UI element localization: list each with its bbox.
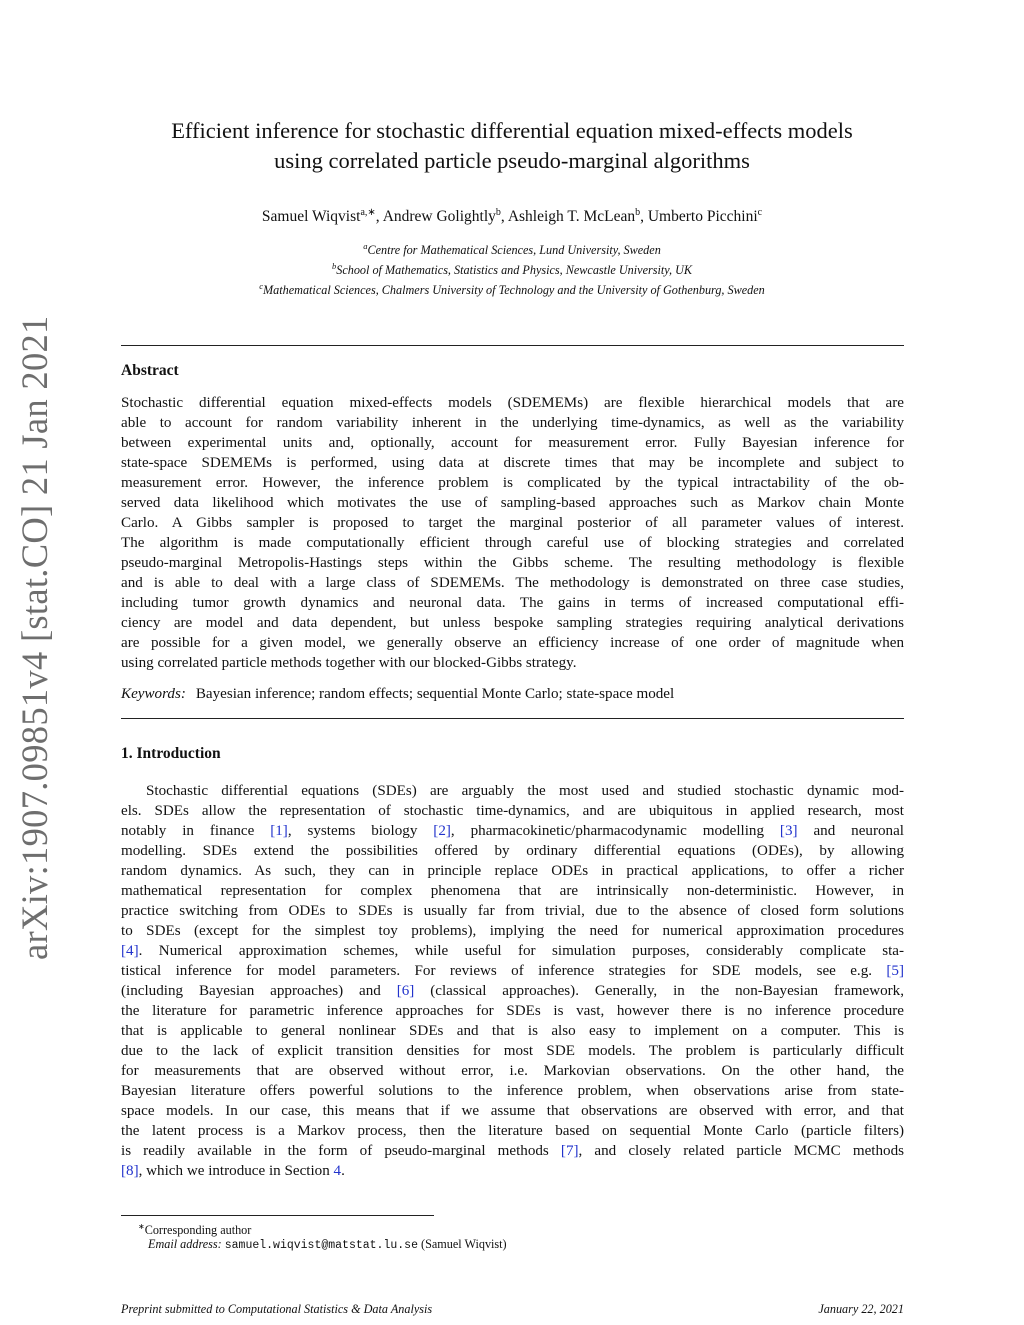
affiliation: $^c$Mathematical Sciences, Chalmers University of Technology and the University of Gothenburg, Sweden bbox=[259, 281, 765, 298]
abstract-line: pseudo-marginal Metropolis-Hastings steps within the Gibbs scheme. The resulting methodology is flexible bbox=[121, 555, 904, 571]
abstract-line: able to account for random variability inherent in the underlying time-dynamics, as well as the variability bbox=[121, 415, 904, 431]
introduction-line bbox=[121, 1141, 904, 1161]
introduction-line bbox=[121, 861, 904, 881]
abstract-line: and is able to deal with a large class of SDEMEMs. The methodology is demonstrated on three case studies, bbox=[121, 575, 904, 591]
introduction-text: , pharmacokinetic/pharmacodynamic modelling bbox=[450, 823, 780, 839]
footnote-corresponding: ∗Corresponding author bbox=[138, 1222, 252, 1238]
introduction-line bbox=[121, 1041, 904, 1061]
introduction-line bbox=[121, 841, 904, 861]
introduction-text: . Numerical approximation schemes, while useful for simulation purposes, considerably complicate sta- bbox=[138, 943, 904, 959]
author-list: Samuel Wiqvist$^{a,∗}$, Andrew Golightly$^b$, Ashleigh T. McLean$^b$, Umberto Picchini$^c$ bbox=[261, 207, 763, 226]
introduction-line bbox=[121, 1081, 904, 1101]
citation-link[interactable]: [6] bbox=[396, 983, 415, 999]
citation-link[interactable]: [3] bbox=[779, 823, 798, 839]
abstract-line: state-space SDEMEMs is performed, using data at discrete times that may be incomplete and subject to bbox=[121, 455, 904, 471]
introduction-text: the literature for parametric inference approaches for SDEs is vast, however there is no inference procedure bbox=[121, 1003, 904, 1019]
author-name: Ashleigh T. McLean bbox=[507, 208, 636, 226]
footnote-rule bbox=[121, 1215, 434, 1216]
introduction-text: and neuronal bbox=[797, 823, 904, 839]
introduction-line bbox=[121, 981, 904, 1001]
introduction-text: to SDEs (except for the simplest toy problems), implying the need for numerical approximation procedures bbox=[121, 923, 904, 939]
introduction-line bbox=[121, 1121, 904, 1141]
introduction-text: . bbox=[341, 1163, 345, 1179]
citation-link[interactable]: [5] bbox=[886, 963, 904, 979]
citation-link[interactable]: [8] bbox=[121, 1163, 139, 1179]
abstract-bottom-rule bbox=[121, 718, 904, 719]
introduction-line bbox=[121, 921, 904, 941]
citation-link[interactable]: [1] bbox=[270, 823, 288, 839]
abstract-body bbox=[121, 393, 904, 673]
introduction-text: mathematical representation for complex phenomena that are intrinsically non-deterministic. However, in bbox=[121, 883, 904, 899]
affiliation: $^a$Centre for Mathematical Sciences, Lund University, Sweden bbox=[363, 241, 661, 258]
affiliation: $^b$School of Mathematics, Statistics and Physics, Newcastle University, UK bbox=[331, 261, 692, 278]
abstract-line: Carlo. A Gibbs sampler is proposed to target the marginal posterior of all parameter values of interest. bbox=[121, 515, 904, 531]
introduction-text: , and closely related particle MCMC methods bbox=[578, 1143, 904, 1159]
abstract-line: using correlated particle methods together with our blocked-Gibbs strategy. bbox=[121, 655, 577, 671]
introduction-text: modelling. SDEs extend the possibilities offered by ordinary differential equations (ODEs), by allowing bbox=[121, 843, 904, 859]
abstract-line: including tumor growth dynamics and neuronal data. The gains in terms of increased computational effi- bbox=[121, 595, 904, 611]
introduction-text: that is applicable to general nonlinear SDEs and that is also easy to implement on a computer. This is bbox=[121, 1023, 904, 1039]
introduction-text: (classical approaches). Generally, in the non-Bayesian framework, bbox=[414, 983, 904, 999]
introduction-text: , systems biology bbox=[287, 823, 434, 839]
introduction-text: for measurements that are observed without error, i.e. Markovian observations. On the other hand, the bbox=[121, 1063, 904, 1079]
abstract-line: The algorithm is made computationally efficient through careful use of blocking strategies and correlated bbox=[121, 535, 904, 551]
abstract-line: served data likelihood which motivates the use of sampling-based approaches such as Markov chain Monte bbox=[121, 495, 904, 511]
author-affiliation-marker: a,∗ bbox=[360, 207, 376, 218]
abstract-line: ciency are model and data dependent, but unless bespoke sampling strategies requiring analytical derivations bbox=[121, 615, 904, 631]
introduction-body bbox=[121, 781, 904, 1181]
abstract-heading: Abstract bbox=[121, 362, 179, 379]
author-name: Andrew Golightly bbox=[382, 208, 496, 226]
introduction-line bbox=[121, 1101, 904, 1121]
introduction-line bbox=[121, 941, 904, 961]
introduction-text: (including Bayesian approaches) and bbox=[121, 983, 397, 999]
citation-link[interactable]: [2] bbox=[433, 823, 451, 839]
citation-link[interactable]: [4] bbox=[121, 943, 139, 959]
citation-link[interactable]: 4 bbox=[333, 1163, 342, 1179]
citation-link[interactable]: [7] bbox=[560, 1143, 579, 1159]
author-affiliation-marker: c bbox=[757, 207, 763, 218]
introduction-line bbox=[121, 1021, 904, 1041]
abstract-line: Stochastic differential equation mixed-effects models (SDEMEMs) are flexible hierarchical models that are bbox=[121, 395, 904, 411]
paper-title bbox=[100, 116, 924, 176]
abstract-line: measurement error. However, the inference problem is complicated by the typical intractability of the ob- bbox=[121, 475, 904, 491]
introduction-line bbox=[121, 821, 904, 841]
introduction-line bbox=[121, 1061, 904, 1081]
introduction-line bbox=[121, 1001, 904, 1021]
introduction-text: random dynamics. As such, they can in principle replace ODEs in practical applications, to offer a richer bbox=[121, 863, 904, 879]
footer-preprint-note: Preprint submitted to Computational Statistics & Data Analysis bbox=[121, 1302, 433, 1316]
footnote-email: Email address: samuel.wiqvist@matstat.lu.se (Samuel Wiqvist) bbox=[148, 1237, 507, 1252]
introduction-text: notably in finance bbox=[121, 823, 271, 839]
title-line-1: Efficient inference for stochastic differential equation mixed-effects models bbox=[171, 118, 853, 143]
introduction-line bbox=[121, 801, 904, 821]
introduction-text: space models. In our case, this means that if we assume that observations are observed with error, and that bbox=[121, 1103, 904, 1119]
introduction-line bbox=[121, 1161, 904, 1181]
introduction-line bbox=[121, 901, 904, 921]
author-name: Samuel Wiqvist bbox=[261, 208, 361, 226]
keywords-label: Keywords: bbox=[121, 686, 186, 702]
author-affiliation-marker: b bbox=[635, 207, 641, 218]
introduction-text: the latent process is a Markov process, then the literature based on sequential Monte Carlo (particle filters) bbox=[121, 1123, 904, 1139]
introduction-text: is readily available in the form of pseudo-marginal methods bbox=[121, 1143, 561, 1159]
footer-date: January 22, 2021 bbox=[818, 1302, 904, 1316]
introduction-line bbox=[121, 781, 904, 801]
introduction-line bbox=[121, 881, 904, 901]
abstract-line: are possible for a given model, we generally observe an efficiency increase of one order of magnitude when bbox=[121, 635, 904, 651]
section-heading-introduction: 1. Introduction bbox=[121, 745, 221, 762]
abstract-line: between experimental units and, optionally, account for measurement error. Fully Bayesian inference for bbox=[121, 435, 904, 451]
introduction-text: practice switching from ODEs to SDEs is usually far from trivial, due to the absence of closed form solutions bbox=[121, 903, 904, 919]
affiliation-list bbox=[100, 238, 924, 298]
introduction-line bbox=[121, 961, 904, 981]
abstract-top-rule bbox=[121, 345, 904, 346]
author-name: Umberto Picchini bbox=[647, 208, 758, 226]
title-line-2: using correlated particle pseudo-marginal algorithms bbox=[274, 148, 750, 173]
introduction-text: Stochastic differential equations (SDEs) are arguably the most used and studied stochastic dynamic mod- bbox=[146, 783, 904, 799]
keywords-text: Bayesian inference; random effects; sequential Monte Carlo; state-space model bbox=[195, 686, 675, 702]
arxiv-stamp: arXiv:1907.09851v4 [stat.CO] 21 Jan 2021 bbox=[14, 315, 55, 960]
email-link[interactable]: samuel.wiqvist@matstat.lu.se bbox=[224, 1239, 418, 1252]
introduction-text: Bayesian literature offers powerful solutions to the inference problem, when observations arise from state- bbox=[121, 1083, 904, 1099]
introduction-text: due to the lack of explicit transition densities for most SDE models. The problem is particularly difficult bbox=[121, 1043, 904, 1059]
author-affiliation-marker: b bbox=[495, 207, 501, 218]
introduction-text: els. SDEs allow the representation of stochastic time-dynamics, and are ubiquitous in applied research, most bbox=[121, 803, 904, 819]
keywords bbox=[121, 684, 904, 704]
introduction-text: , which we introduce in Section bbox=[138, 1163, 334, 1179]
introduction-text: tistical inference for model parameters. For reviews of inference strategies for SDE models, see e.g. bbox=[121, 963, 887, 979]
